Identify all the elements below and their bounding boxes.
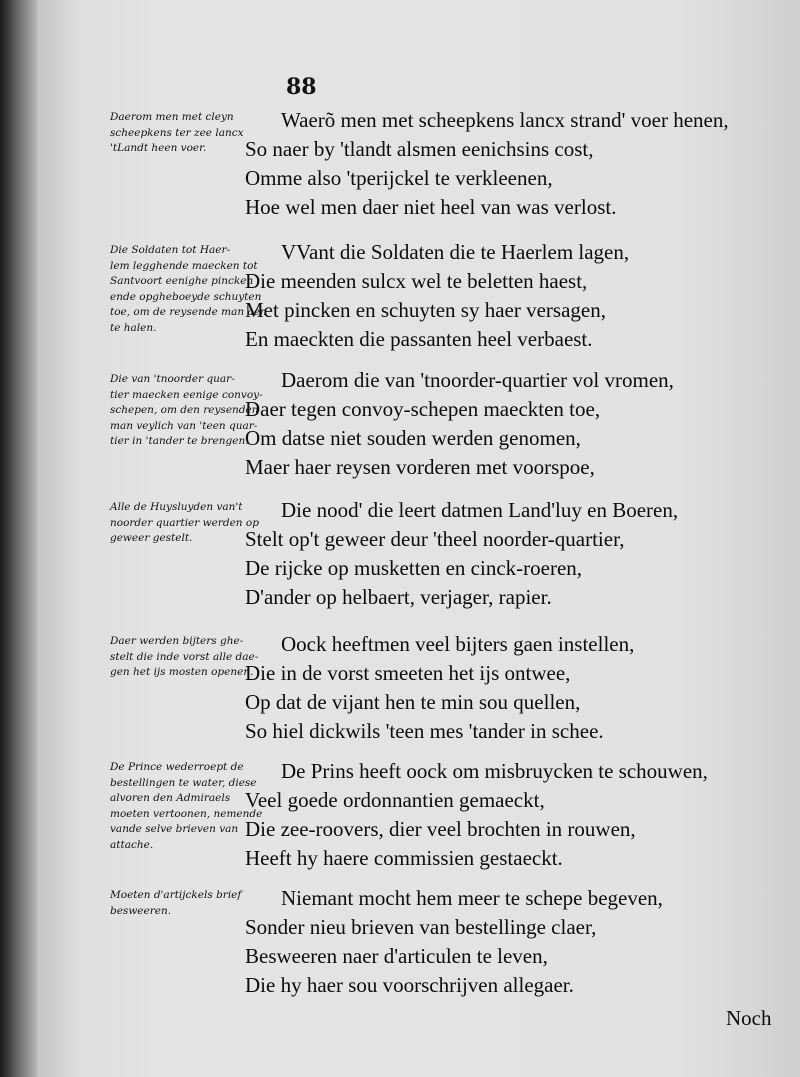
- verse-line: So naer by 'tlandt alsmen eenichsins cost,: [245, 137, 594, 161]
- verse-line: Stelt op't geweer deur 'theel noorder-quartier,: [245, 527, 625, 551]
- note-line: scheepkens ter zee lancx: [110, 126, 244, 139]
- note-line: gen het ijs mosten openen.: [110, 666, 254, 678]
- note-line: Moeten d'artijckels brief: [110, 889, 242, 901]
- verse-line: Veel goede ordonnantien gemaeckt,: [245, 788, 545, 812]
- note-line: tier maecken eenige convoy-: [110, 388, 263, 401]
- verse-line: Die nood' die leert datmen Land'luy en Boeren,: [281, 498, 679, 522]
- verse-line: Besweeren naer d'articulen te leven,: [245, 944, 548, 968]
- verse-line: Die hy haer sou voorschrijven allegaer.: [245, 973, 574, 997]
- verse-line: Die meenden sulcx wel te beletten haest,: [245, 269, 588, 293]
- verse-line: D'ander op helbaert, verjager, rapier.: [245, 585, 552, 609]
- verse-line: Daerom die van 'tnoorder-quartier vol vromen,: [281, 368, 674, 392]
- verse-line: Op dat de vijant hen te min sou quellen,: [245, 690, 581, 714]
- note-line: Daer werden bijters ghe-: [110, 635, 244, 647]
- verse-line: Daer tegen convoy-schepen maeckten toe,: [245, 397, 601, 421]
- note-line: lem legghende maecken tot: [110, 259, 258, 272]
- verse-line: Die zee-roovers, dier veel brochten in rouwen,: [245, 817, 636, 841]
- note-line: Die van 'tnoorder quar-: [110, 373, 235, 385]
- verse-line: Heeft hy haere commissien gestaeckt.: [245, 846, 563, 870]
- note-line: noorder quartier werden op: [110, 516, 259, 529]
- note-line: Santvoort eenighe pincken: [110, 275, 254, 287]
- page-number: 88: [286, 74, 317, 100]
- note-line: besweeren.: [110, 904, 172, 917]
- verse-line: So hiel dickwils 'teen mes 'tander in schee.: [245, 719, 604, 743]
- note-line: vande selve brieven van: [110, 823, 239, 835]
- verse-line: Om datse niet souden werden genomen,: [245, 426, 581, 450]
- catchword: Noch: [726, 1006, 772, 1030]
- verse-line: Hoe wel men daer niet heel van was verlost.: [245, 195, 617, 219]
- note-line: man veylich van 'teen quar-: [110, 419, 258, 432]
- note-line: De Prince wederroept de: [110, 761, 244, 773]
- note-line: Die Soldaten tot Haer-: [110, 244, 231, 256]
- verse-stanza: [245, 106, 800, 222]
- verse-line: Waerõ men met scheepkens lancx strand' voer henen,: [281, 108, 729, 132]
- verse-line: VVant die Soldaten die te Haerlem lagen,: [281, 240, 630, 264]
- note-line: stelt die inde vorst alle dae-: [110, 650, 259, 663]
- note-line: te halen.: [110, 321, 157, 334]
- book-binding: [0, 0, 38, 1077]
- verse-line: De rijcke op musketten en cinck-roeren,: [245, 556, 583, 580]
- verse-line: Die in de vorst smeeten het ijs ontwee,: [245, 661, 571, 685]
- note-line: 'tLandt heen voer.: [110, 142, 207, 154]
- verse-stanza: [245, 757, 800, 873]
- note-line: toe, om de reysende man aen: [110, 306, 267, 318]
- verse-stanza: [245, 630, 800, 746]
- note-line: tier in 'tander te brengen.: [110, 435, 249, 447]
- note-line: alvoren den Admiraels: [110, 792, 231, 804]
- verse-stanza: [245, 496, 800, 612]
- note-line: Alle de Huysluyden van't: [110, 501, 243, 513]
- verse-stanza: [245, 366, 800, 482]
- verse-line: Niemant mocht hem meer te schepe begeven,: [281, 886, 663, 910]
- note-line: attache.: [110, 838, 154, 851]
- note-line: ende opgheboeyde schuyten: [110, 290, 262, 303]
- verse-line: Maer haer reysen vorderen met voorspoe,: [245, 455, 595, 479]
- note-line: moeten vertoonen, nemende: [110, 807, 263, 820]
- verse-line: De Prins heeft oock om misbruycken te schouwen,: [281, 759, 708, 783]
- note-line: Daerom men met cleyn: [110, 111, 234, 123]
- verse-line: Met pincken en schuyten sy haer versagen,: [245, 298, 606, 322]
- verse-stanza: [245, 238, 800, 354]
- verse-line: Oock heeftmen veel bijters gaen instellen,: [281, 632, 635, 656]
- note-line: bestellingen te water, diese: [110, 776, 257, 789]
- verse-line: En maeckten die passanten heel verbaest.: [245, 327, 593, 351]
- note-line: schepen, om den reysenden: [110, 404, 259, 416]
- verse-line: Omme also 'tperijckel te verkleenen,: [245, 166, 553, 190]
- verse-stanza: [245, 884, 800, 1000]
- verse-line: Sonder nieu brieven van bestellinge claer,: [245, 915, 597, 939]
- note-line: geweer gestelt.: [110, 532, 193, 544]
